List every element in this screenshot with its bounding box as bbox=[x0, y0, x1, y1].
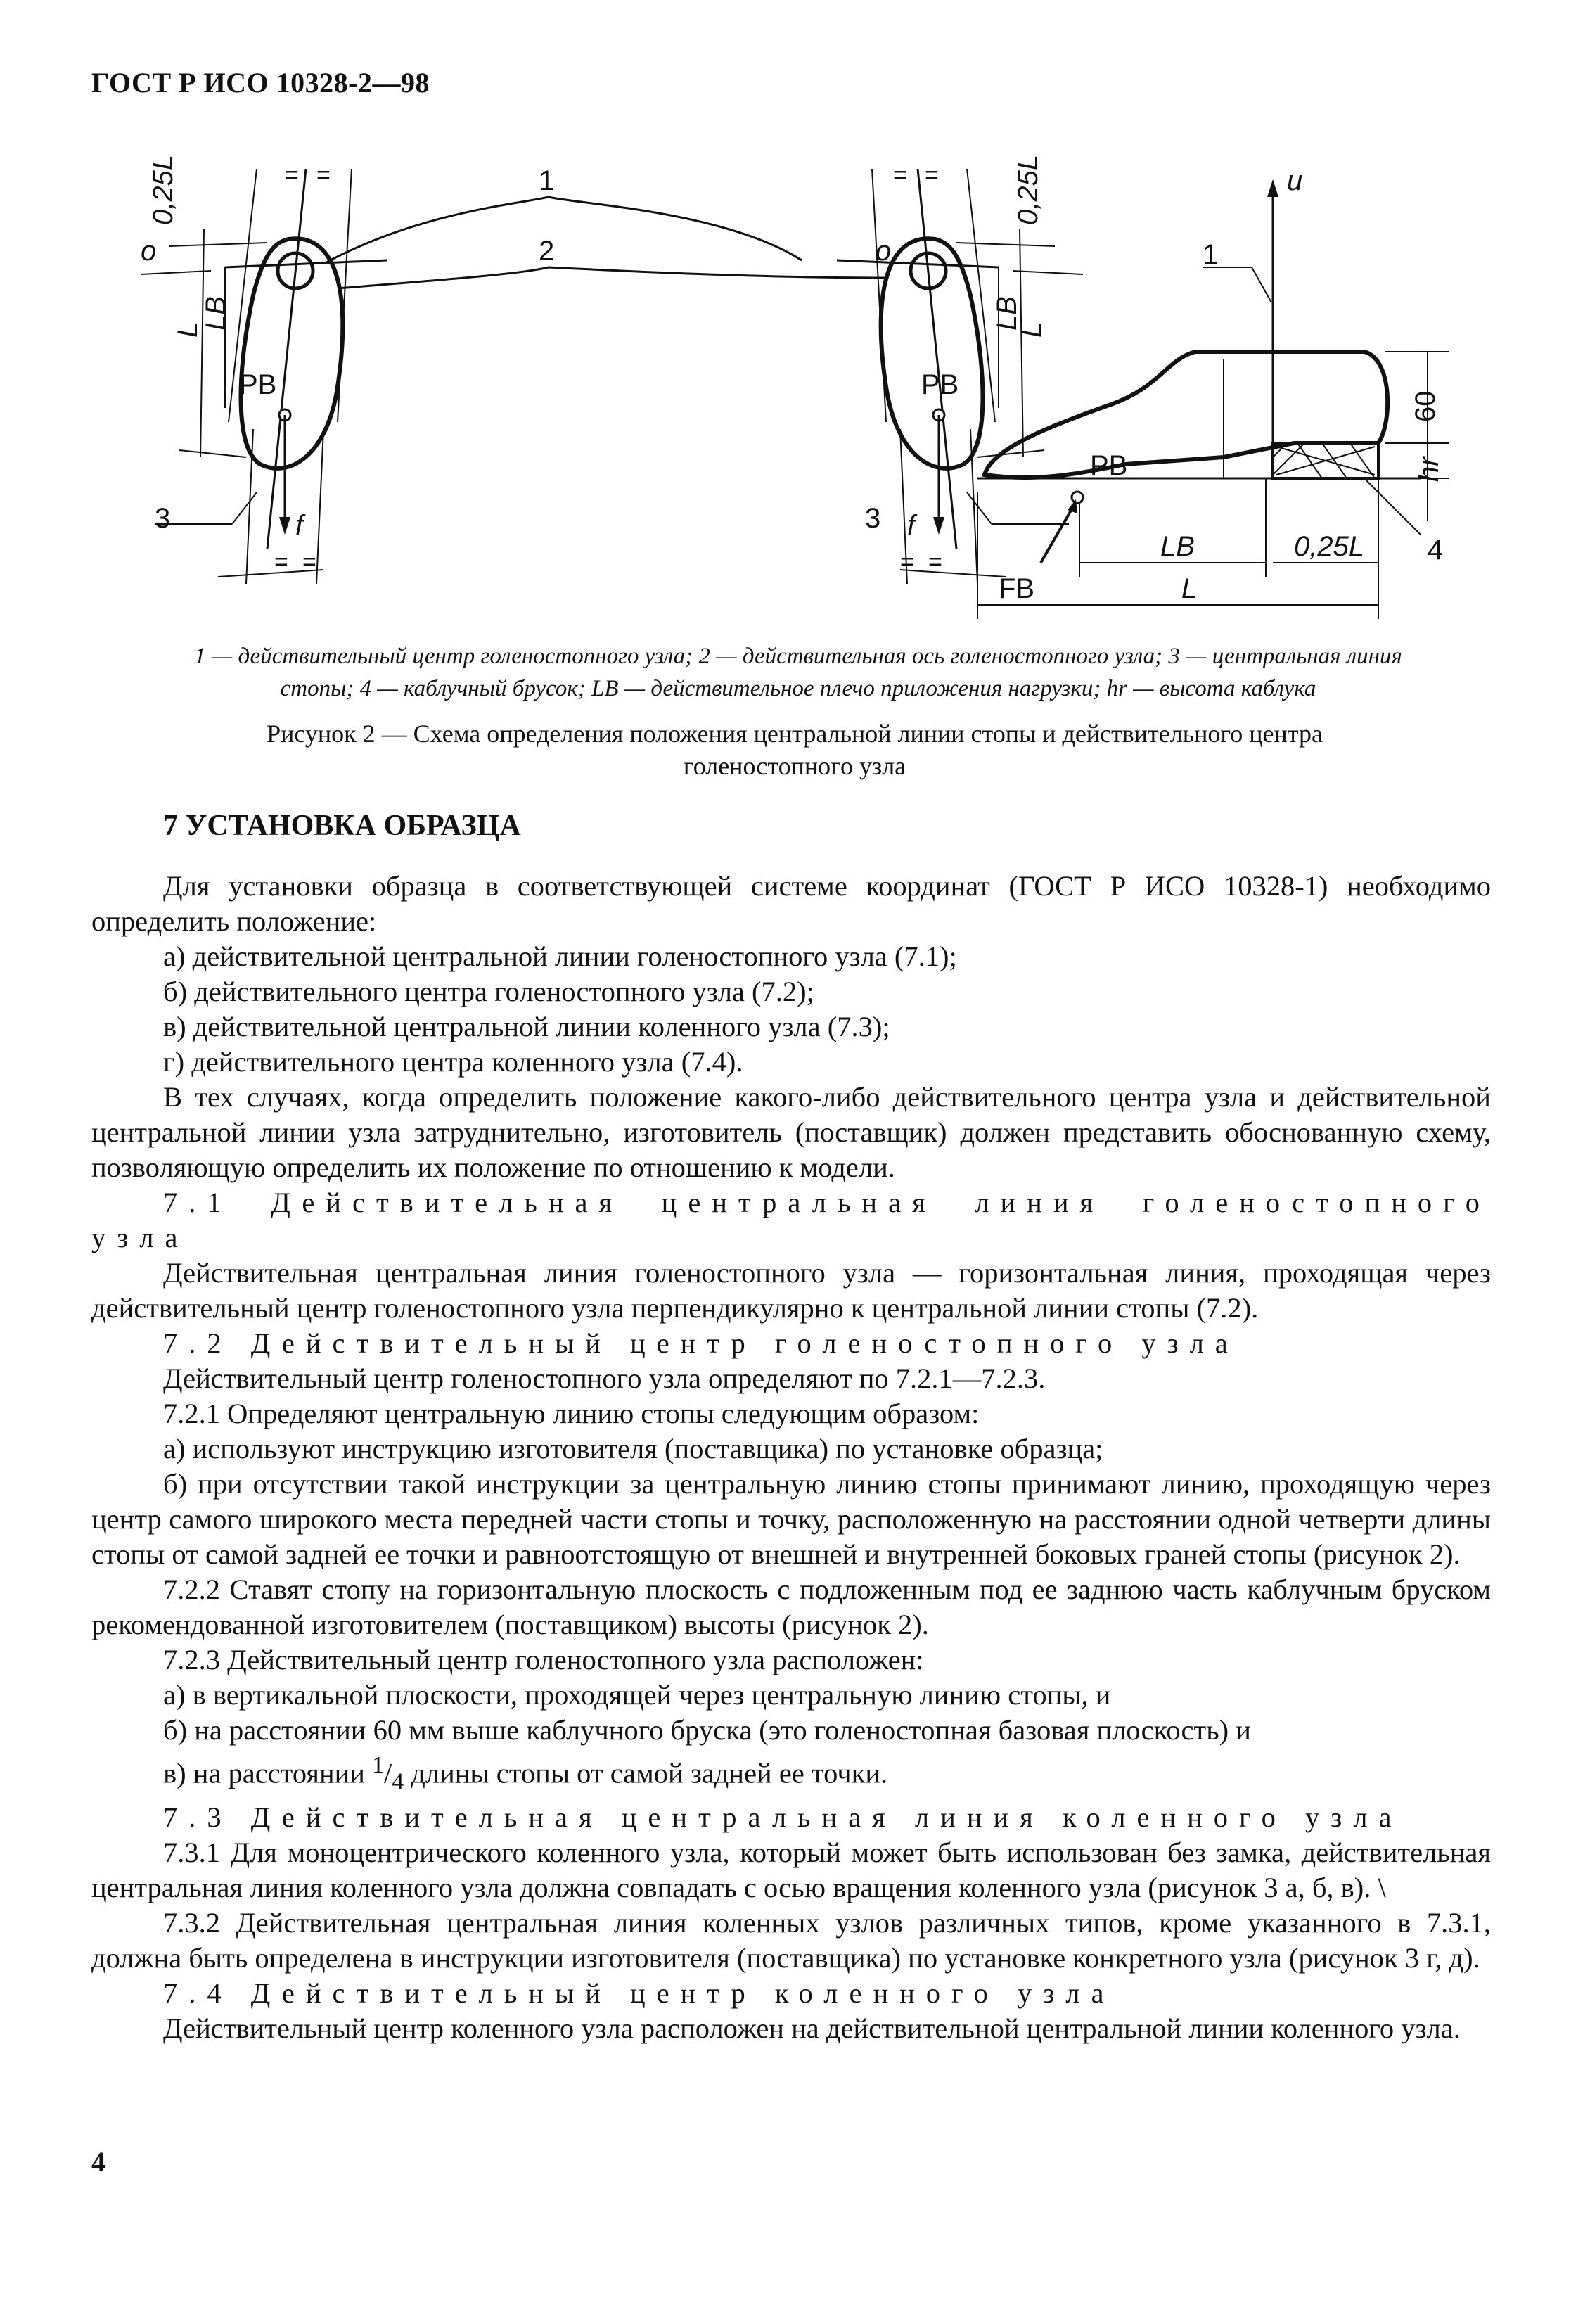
figure-2 bbox=[127, 127, 1484, 619]
label-f-left: f bbox=[295, 510, 304, 541]
fraction-numerator: 1 bbox=[372, 1752, 384, 1778]
section-title: 7 УСТАНОВКА ОБРАЗЦА bbox=[163, 810, 521, 842]
paragraph-7-2-1: 7.2.1 Определяют центральную линию стопы следующим образом: bbox=[163, 1398, 980, 1429]
heading-7-4: 7.4 Действительный центр коленного узла bbox=[163, 1977, 1115, 2009]
label-lb-right: LB bbox=[992, 296, 1022, 331]
fraction-denominator: 4 bbox=[392, 1768, 404, 1795]
label-3-right: 3 bbox=[865, 503, 881, 534]
figure-2-drawing bbox=[127, 127, 1484, 619]
list-item-a: а) действительной центральной линии голеностопного узла (7.1); bbox=[163, 940, 957, 972]
label-eq-top-right: = bbox=[893, 162, 907, 189]
heading-7-1: 7.1 Действительная центральная линия голеностопного узла bbox=[91, 1187, 1491, 1253]
label-1: 1 bbox=[539, 165, 555, 196]
list-item-v: в) действительной центральной линии коленного узла (7.3); bbox=[163, 1011, 890, 1042]
paragraph-7-2-2: 7.2.2 Ставят стопу на горизонтальную плоскость с подложенным под ее заднюю часть каблучным бруском рекомендованной изготовителем (поставщиком) высоты (рисунок 2). bbox=[91, 1573, 1491, 1640]
label-hr: hr bbox=[1413, 456, 1444, 482]
label-eq-bottom-left: = bbox=[274, 549, 288, 575]
paragraph-7-3-1: 7.3.1 Для моноцентрического коленного узла, который может быть использован без замка, действительная центральная линия коленного узла должна совпадать с осью вращения коленного узла (рисунок 3 а, б, в). \ bbox=[91, 1836, 1491, 1903]
list-item-g: г) действительного центра коленного узла (7.4). bbox=[163, 1046, 743, 1078]
list-item-7-2-3-b: б) на расстоянии 60 мм выше каблучного бруска (это голеностопная базовая плоскость) и bbox=[163, 1714, 1251, 1746]
label-025l-side: 0,25L bbox=[1294, 531, 1365, 562]
label-025l-right: 0,25L bbox=[1013, 154, 1044, 225]
figure-legend bbox=[137, 640, 1459, 705]
label-eq-top-right-2: = bbox=[925, 162, 939, 189]
label-l-side: L bbox=[1181, 573, 1198, 604]
label-eq-bottom-right: = bbox=[900, 549, 914, 575]
label-o-left: o bbox=[141, 236, 157, 267]
label-f-right: f bbox=[907, 510, 916, 541]
label-1-side: 1 bbox=[1203, 239, 1219, 270]
label-025l-left: 0,25L bbox=[148, 154, 179, 225]
label-2: 2 bbox=[539, 236, 555, 267]
paragraph-intro: Для установки образца в соответствующей системе координат (ГОСТ Р ИСО 10328-1) необходимо определить положение: bbox=[91, 870, 1491, 937]
label-pb-left: PB bbox=[239, 369, 277, 400]
label-u: u bbox=[1287, 165, 1303, 196]
heading-7-2: 7.2 Действительный центр голеностопного узла bbox=[163, 1327, 1239, 1359]
paragraph-7-2-3: 7.2.3 Действительный центр голеностопного узла расположен: bbox=[163, 1644, 924, 1675]
caption-line-2: голеностопного узла bbox=[683, 752, 906, 780]
paragraph-7-2-1-b: б) при отсутствии такой инструкции за центральную линию стопы принимают линию, проходящую через центр самого широкого места передней части стопы и точку, расположенную на расстоянии одной четверти длины стопы от самой задней ее точки и равноотстоящую от внешней и внутренней боковых граней стопы (рисунок 2). bbox=[91, 1468, 1491, 1570]
paragraph-7-4: Действительный центр коленного узла расположен на действительной центральной линии коленного узла. bbox=[163, 2012, 1461, 2044]
list-item-7-2-1-a: а) используют инструкцию изготовителя (поставщика) по установке образца; bbox=[163, 1433, 1103, 1464]
list-item-b: б) действительного центра голеностопного узла (7.2); bbox=[163, 976, 814, 1007]
label-l-right: L bbox=[1016, 321, 1047, 338]
label-4: 4 bbox=[1428, 535, 1444, 566]
label-l-left: L bbox=[172, 321, 203, 338]
page-number: 4 bbox=[91, 2146, 105, 2178]
list-item-7-2-3-a: а) в вертикальной плоскости, проходящей через центральную линию стопы, и bbox=[163, 1679, 1111, 1711]
label-eq-top-left-2: = bbox=[316, 162, 331, 189]
label-3-left: 3 bbox=[155, 503, 171, 534]
label-lb-left: LB bbox=[200, 296, 231, 331]
paragraph-7-1: Действительная центральная линия голеностопного узла — горизонтальная линия, проходящая через действительный центр голеностопного узла перпендикулярно к центральной линии стопы (7.2). bbox=[91, 1257, 1491, 1324]
paragraph-7-2: Действительный центр голеностопного узла определяют по 7.2.1—7.2.3. bbox=[163, 1362, 1046, 1394]
label-eq-bottom-right-2: = bbox=[928, 549, 942, 575]
heading-7-3: 7.3 Действительная центральная линия коленного узла bbox=[163, 1801, 1403, 1833]
label-fb: FB bbox=[999, 573, 1035, 604]
label-pb-side: PB bbox=[1090, 450, 1128, 481]
caption-line-1: Рисунок 2 — Схема определения положения центральной линии стопы и действительного центра bbox=[267, 720, 1323, 748]
paragraph-7-3-2: 7.3.2 Действительная центральная линия коленных узлов различных типов, кроме указанного в 7.3.1, должна быть определена в инструкции изготовителя (поставщика) по установке конкретного узла (рисунок 3 г, д). bbox=[91, 1906, 1491, 1974]
label-lb-side: LB bbox=[1160, 531, 1195, 562]
legend-line-1: 1 — действительный центр голеностопного узла; 2 — действительная ось голеностопного узла; 3 — центральная линия bbox=[194, 644, 1402, 669]
fraction-prefix: в) на расстоянии bbox=[163, 1757, 373, 1789]
document-header: ГОСТ Р ИСО 10328-2—98 bbox=[91, 67, 430, 98]
label-o-right: o bbox=[876, 236, 892, 267]
paragraph-cases: В тех случаях, когда определить положение какого-либо действительного центра узла и действительной центральной линии узла затруднительно, изготовитель (поставщик) должен представить обоснованную схему, позволяющую определить их положение по отношению к модели. bbox=[91, 1081, 1491, 1183]
body-text bbox=[91, 869, 1491, 2046]
label-eq-top-left: = bbox=[285, 162, 299, 189]
list-item-7-2-3-v: в) на расстоянии $^1/_4$ длины стопы от самой задней ее точки. bbox=[163, 1752, 888, 1795]
label-60: 60 bbox=[1410, 390, 1441, 422]
fraction-suffix: длины стопы от самой задней ее точки. bbox=[404, 1757, 888, 1789]
figure-caption bbox=[130, 717, 1459, 782]
label-eq-bottom-left-2: = bbox=[302, 549, 316, 575]
legend-line-2: стопы; 4 — каблучный брусок; LB — действительное плечо приложения нагрузки; hr — высота каблука bbox=[280, 676, 1316, 701]
label-pb-right: PB bbox=[921, 369, 959, 400]
